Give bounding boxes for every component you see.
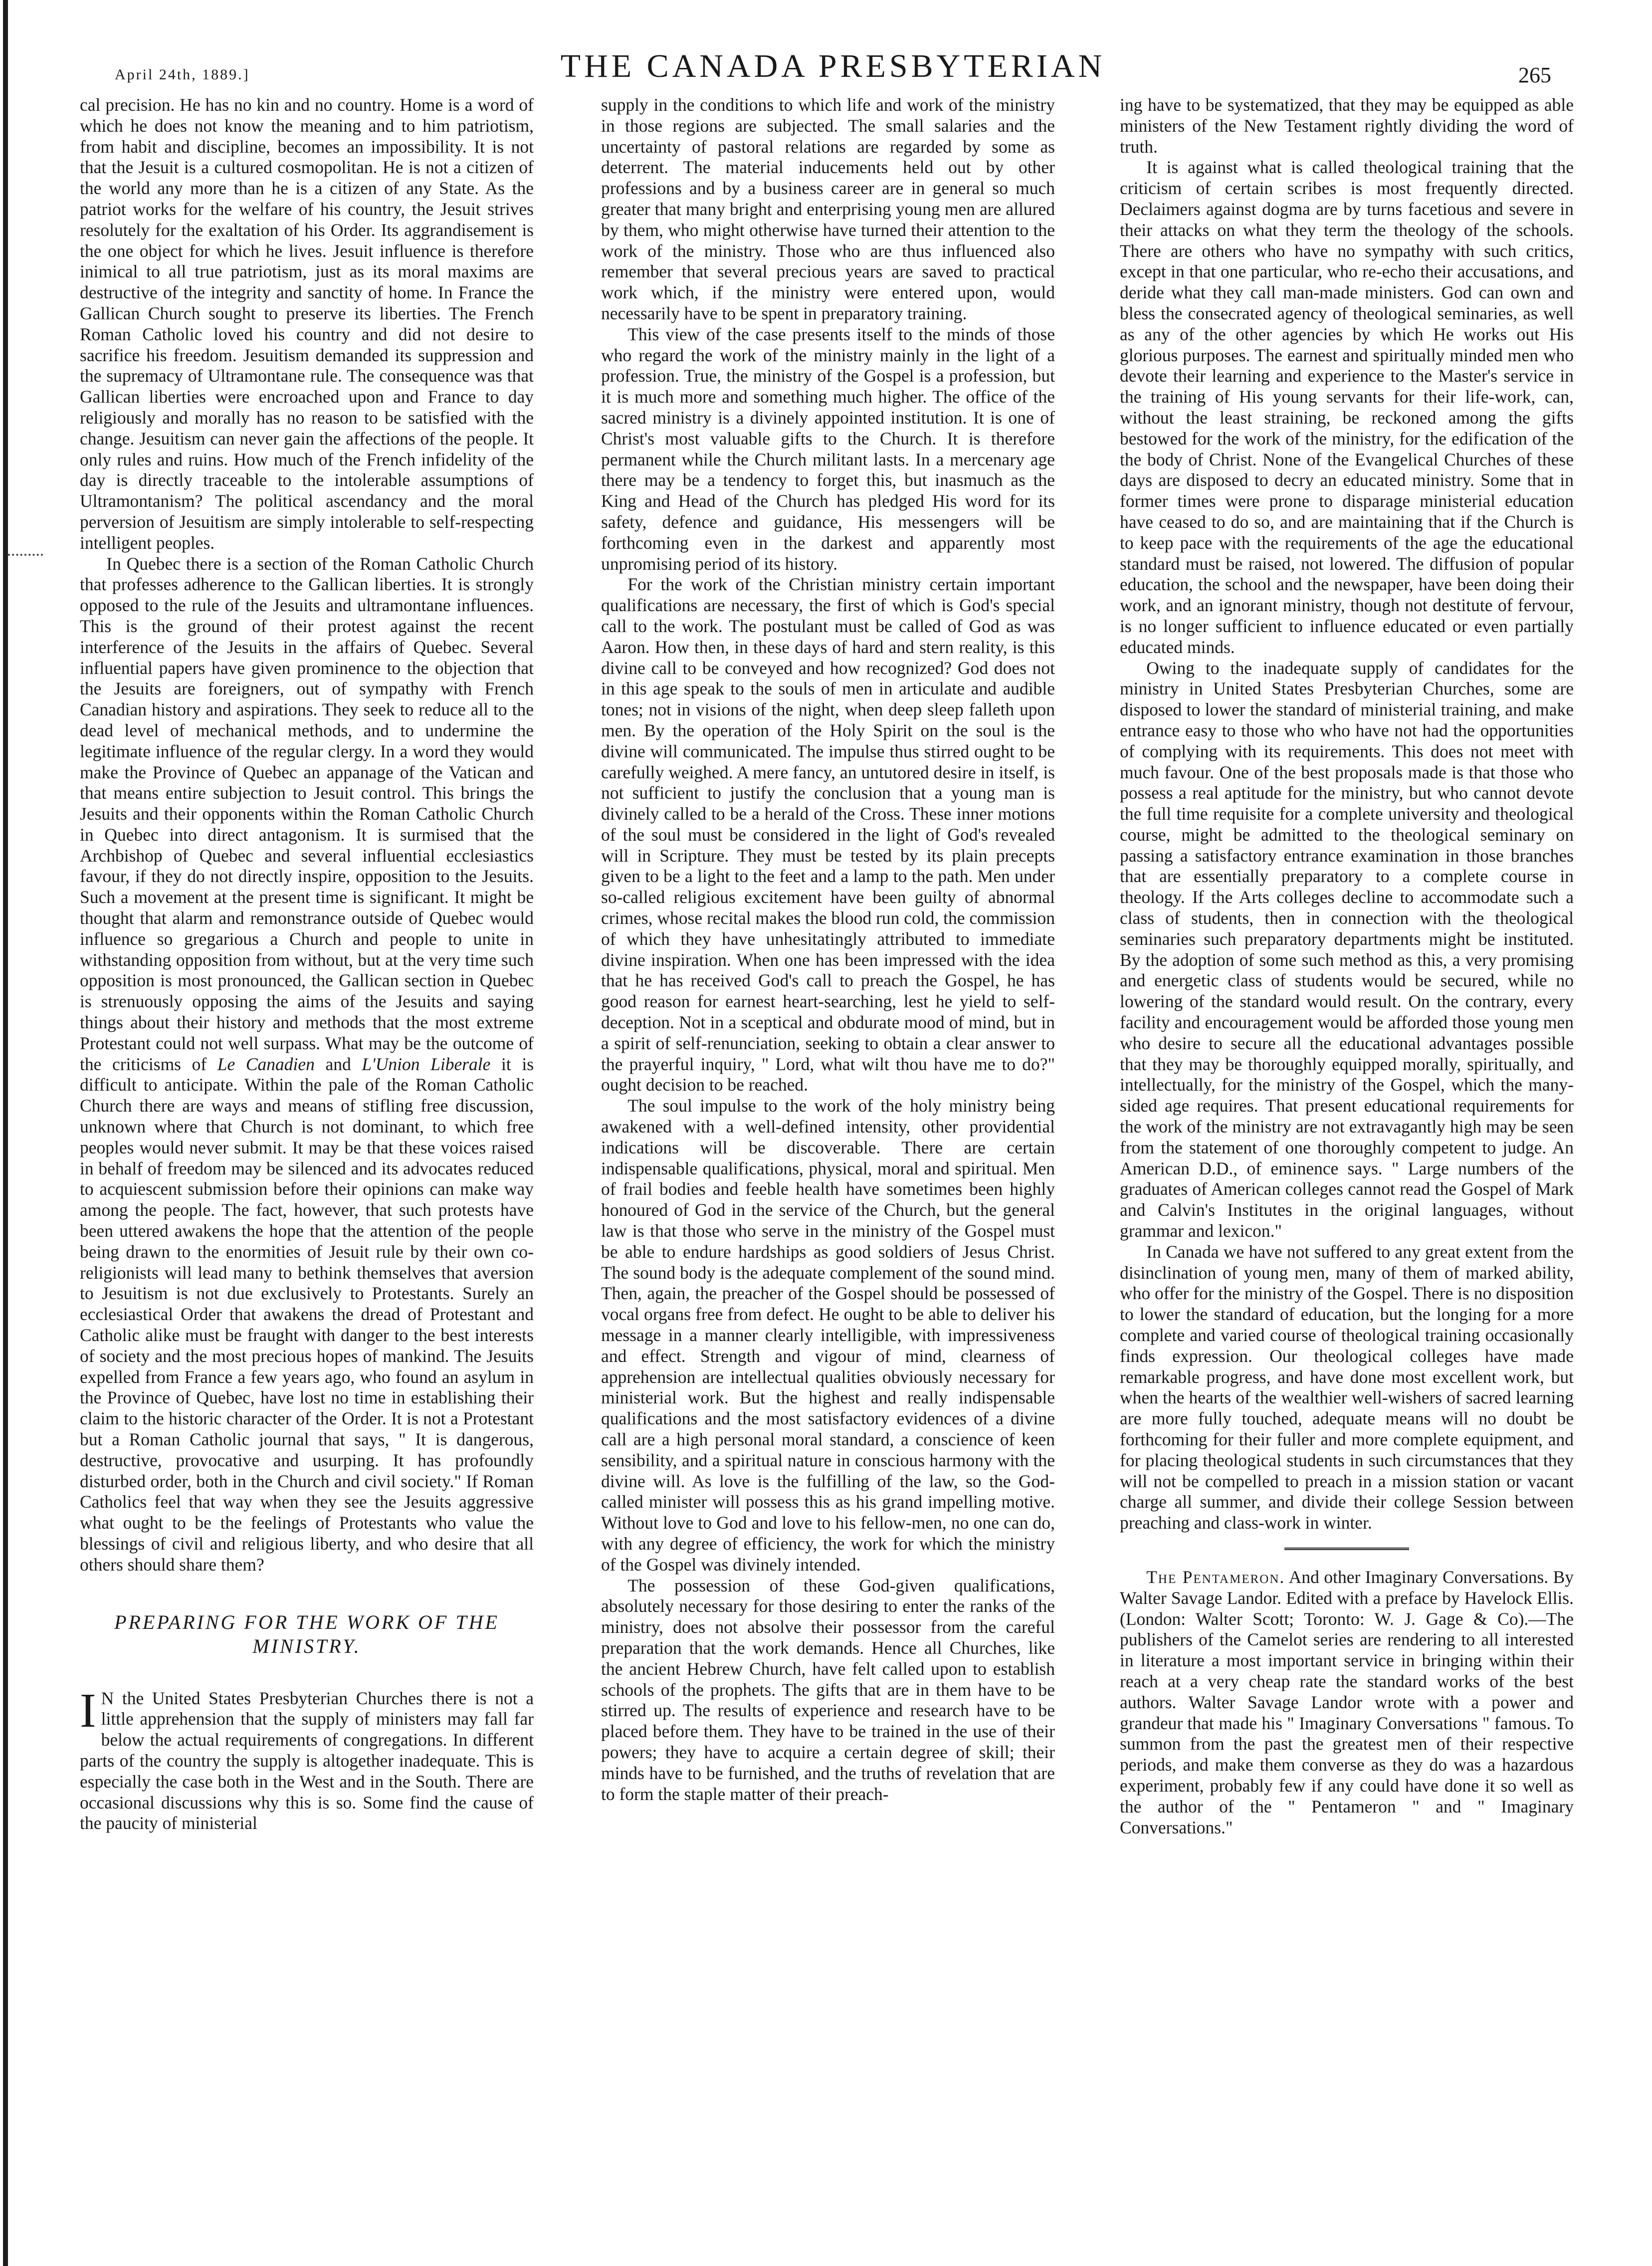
paragraph: ing have to be systematized, that they may be equipped as able ministers of the New Testament rightly dividing the word of truth. (1120, 95, 1574, 157)
column-2 (601, 95, 1055, 2245)
section-heading: PREPARING FOR THE WORK OF THE MINISTRY. (114, 1610, 499, 1657)
journal-name: L'Union Liberale (362, 1054, 491, 1074)
column-1 (80, 95, 534, 2245)
drop-cap: I (80, 1683, 96, 1738)
paragraph: The possession of these God-given qualifications, absolutely necessary for those desiring to enter the ranks of the ministry, does not absolve their possessor from the careful preparation that the work demands. Hence all Churches, like the ancient Hebrew Church, have felt called upon to establish schools of the prophets. The gifts that are in them have to be stirred up. The results of experience and research have to be placed before them. They have to be trained in the use of their powers; they have to acquire a certain degree of skill; their minds have to be furnished, and the truths of revelation that are to form the staple matter of their preach- (601, 1575, 1055, 1804)
paragraph: Owing to the inadequate supply of candidates for the ministry in United States Presbyterian Churches, some are disposed to lower the standard of ministerial training, and make entrance easy to those who who have not had the opportunities of complying with its requirements. This does not meet with much favour. One of the best proposals made is that those who possess a real aptitude for the ministry, but who cannot devote the full time requisite for a complete university and theological course, might be admitted to the theological seminary on passing a satisfactory entrance examination in those branches that are essentially preparatory to a complete course in theology. If the Arts colleges decline to accommodate such a class of students, then in connection with the theological seminaries such preparatory departments might be instituted. By the adoption of some such method as this, a very promising and energetic class of students would be secured, while no lowering of the standard would result. On the contrary, every facility and encouragement would be afforded those young men who desire to secure all the educational advantages possible that they may be thoroughly equipped morally, spiritually, and intellectually, for the ministry of the Gospel, which the many-sided age requires. That present educational requirements for the work of the ministry are not extravagantly high may be seen from the statement of one thoroughly competent to judge. An American D.D., of eminence says. " Large numbers of the graduates of American colleges cannot read the Gospel of Mark and Calvin's Institutes in the original languages, without grammar and lexicon." (1120, 658, 1574, 1241)
review-title: The Pentameron. (1146, 1567, 1285, 1587)
opening-paragraph (80, 1683, 534, 1834)
review-text: And other Imaginary Conversations. By Walter Savage Landor. Edited with a preface by Havelock Ellis. (London: Walter Scott; Toronto: W. J. Gage & Co).—The publishers of the Camelot series are rendering to all interested in literature a most important service in bringing within their reach at a very cheap rate the standard works of the best authors. Walter Savage Landor wrote with a power and grandeur that made his " Imaginary Conversations " famous. To summon from the past the greatest men of their respective periods, and make them converse as they do was a hazardous experiment, probably few if any could have done it so well as the author of the " Pentameron " and " Imaginary Conversations." (1120, 1567, 1574, 1837)
running-head (115, 47, 1551, 102)
paragraph: supply in the conditions to which life and work of the ministry in those regions are subjected. The small salaries and the uncertainty of pastoral relations are regarded by some as deterrent. The material inducements held out by other professions and by a business career are in general so much greater that many bright and enterprising young men are allured by them, who might otherwise have turned their attention to the work of the ministry. Those who are thus influenced also remember that several precious years are saved to practical work which, if the ministry were entered upon, would necessarily have to be spent in preparatory training. (601, 95, 1055, 323)
masthead-title: THE CANADA PRESBYTERIAN (560, 48, 1106, 84)
page-number: 265 (1518, 63, 1551, 87)
paragraph: This view of the case presents itself to the minds of those who regard the work of the ministry mainly in the light of a profession. True, the ministry of the Gospel is a profession, but it is much more and something much higher. The office of the sacred ministry is a divinely appointed institution. It is one of Christ's most valuable gifts to the Church. It is therefore permanent while the Church militant lasts. In a mercenary age there may be a tendency to forget this, but inasmuch as the King and Head of the Church has pledged His word for its safety, defence and guidance, His messengers will be forthcoming even in the darkest and apparently most unpromising period of its history. (601, 324, 1055, 574)
book-review (1120, 1567, 1574, 1838)
column-3 (1120, 95, 1574, 2245)
paragraph (80, 554, 534, 1576)
paragraph: It is against what is called theological training that the criticism of certain scribes is most frequently directed. Declaimers against dogma are by turns facetious and severe in their attacks on what they term the theology of the schools. There are others who have no sympathy with such critics, except in that one particular, who re-echo their accusations, and deride what they call man-made ministers. God can own and bless the consecrated agency of theological seminaries, as well as any of the other agencies by which He works out His glorious purposes. The earnest and spiritually minded men who devote their learning and experience to the Master's service in the training of His young servants for their life-work, can, without the least straining, be reckoned among the gifts bestowed for the work of the ministry, for the edification of the the body of Christ. None of the Evangelical Churches of these days are disposed to decry an educated ministry. Some that in former times were prone to disparage ministerial education have ceased to do so, and are maintaining that if the Church is to keep pace with the requirements of the age the educational standard must be raised, not lowered. The diffusion of popular education, the school and the newspaper, have been doing their work, and an ignorant ministry, though not destitute of fervour, is no longer sufficient to influence educated or even partially educated minds. (1120, 157, 1574, 657)
margin-mark (8, 554, 43, 556)
paragraph-text: it is difficult to anticipate. Within the pale of the Roman Catholic Church there are ways and means of stifling free discussion, unknown where that Church is not dominant, to which free peoples would never submit. It may be that these voices raised in behalf of freedom may be silenced and its advocates reduced to acquiescent submission before their opinions can make way among the people. The fact, however, that such protests have been uttered awakens the hope that the attention of the people being drawn to the enormities of Jesuit rule by their own co-religionists will lead many to bethink themselves that aversion to Jesuitism is not due exclusively to Protestants. Surely an ecclesiastical Order that awakens the dread of Protestant and Catholic alike must be fraught with danger to the best interests of society and the most precious hopes of mankind. The Jesuits expelled from France a few years ago, who found an asylum in the Province of Quebec, have lost no time in establishing their claim to the historic character of the Order. It is not a Protestant but a Roman Catholic journal that says, " It is dangerous, destructive, provocative and usurping. It has profoundly disturbed order, both in the Church and civil society." If Roman Catholics feel that way when they see the Jesuits aggressive what ought to be the feelings of Protestants who value the blessings of civil and religious liberty, and who desire that all others should share them? (80, 1054, 534, 1575)
conjunction: and (325, 1054, 351, 1074)
paragraph: The soul impulse to the work of the holy ministry being awakened with a well-defined intensity, other providential indications will be discoverable. There are certain indispensable qualifications, physical, moral and spiritual. Men of frail bodies and feeble health have sometimes been highly honoured of God in the service of the Church, but the general law is that those who serve in the ministry of the Gospel must be able to endure hardships as good soldiers of Jesus Christ. The sound body is the adequate complement of the sound mind. Then, again, the preacher of the Gospel should be possessed of vocal organs free from defect. He ought to be able to deliver his message in a manner clearly intelligible, with impressiveness and effect. Strength and vigour of mind, clearness of apprehension are intellectual qualities obviously necessary for ministerial work. But the highest and really indispensable qualifications and the most satisfactory evidences of a divine call are a high personal moral standard, a conscience of keen sensibility, and a spiritual nature in conscious harmony with the divine will. As love is the fulfilling of the law, so the God-called minister will possess this as his grand impelling motive. Without love to God and love to his fellow-men, no one can do, with any degree of efficiency, the work for which the ministry of the Gospel was divinely intended. (601, 1096, 1055, 1575)
journal-name: Le Canadien (217, 1054, 315, 1074)
paragraph-text: In Quebec there is a section of the Roman Catholic Church that professes adherence to the Gallican liberties. It is strongly opposed to the rule of the Jesuits and ultramontane influences. This is the ground of their protest against the recent interference of the Jesuits in the affairs of Quebec. Several influential papers have given prominence to the objection that the Jesuits are foreigners, out of sympathy with French Canadian history and aspirations. They seek to reduce all to the dead level of mechanical methods, and to undermine the legitimate influence of the regular clergy. In a word they would make the Province of Quebec an appanage of the Vatican and that means entire subjection to Jesuit control. This brings the Jesuits and their opponents within the Roman Catholic Church in Quebec into direct antagonism. It is surmised that the Archbishop of Quebec and several influential ecclesiastics favour, if they do not directly inspire, opposition to the Jesuits. Such a movement at the present time is significant. It might be thought that alarm and remonstrance outside of Quebec would influence so gregarious a Church and people to unite in withstanding opposition from without, but at the very time such opposition is most pronounced, the Gallican section in Quebec is strenuously opposing the aims of the Jesuits and saying things about their history and methods that the most extreme Protestant could not well surpass. What may be the outcome of the criticisms of (80, 553, 534, 1074)
paragraph: For the work of the Christian ministry certain important qualifications are necessary, the first of which is God's special call to the work. The postulant must be called of God as was Aaron. How then, in these days of hard and stern reality, is this divine call to be conveyed and how recognized? God does not in this age speak to the souls of men in articulate and audible tones; not in visions of the night, when deep sleep falleth upon men. By the operation of the Holy Spirit on the soul is the divine will communicated. The impulse thus stirred ought to be carefully weighed. A mere fancy, an untutored desire in itself, is not sufficient to justify the conclusion that a young man is divinely called to be a herald of the Cross. These inner motions of the soul must be considered in the light of God's revealed will in Scripture. They must be tested by its plain precepts given to be a light to the feet and a lamp to the path. Men under so-called religious excitement have been guilty of abnormal crimes, whose recital makes the blood run cold, the commission of which they have unhesitatingly attributed to immediate divine inspiration. When one has been impressed with the idea that he has received God's call to preach the Gospel, he has good reason for earnest heart-searching, lest he yield to self-deception. Not in a sceptical and obdurate mood of mind, but in a spirit of self-renunciation, seeking to obtain a clear answer to the prayerful inquiry, " Lord, what wilt thou have me to do?" ought decision to be reached. (601, 574, 1055, 1095)
section-divider (1284, 1548, 1409, 1550)
page-edge-rule (3, 0, 8, 2266)
paragraph: In Canada we have not suffered to any great extent from the disinclination of young men, many of them of marked ability, who offer for the ministry of the Gospel. There is no disposition to lower the standard of education, but the longing for a more complete and varied course of theological training occasionally finds expression. Our theological colleges have made remarkable progress, and have done most excellent work, but when the hearts of the wealthier well-wishers of sacred learning are more fully touched, adequate means will no doubt be forthcoming for their fuller and more complete equipment, and for placing theological students in such circumstances that they will not be compelled to preach in a mission station or vacant charge all summer, and divide their college Session between preaching and class-work in winter. (1120, 1241, 1574, 1533)
paragraph-text: N the United States Presbyterian Churches there is not a little apprehension that the supply of ministers may fall far below the actual requirements of congregations. In different parts of the country the supply is altogether inadequate. This is especially the case both in the West and in the South. There are occasional discussions why this is so. Some find the cause of the paucity of ministerial (80, 1688, 534, 1833)
issue-date: April 24th, 1889.] (115, 66, 250, 83)
paragraph: cal precision. He has no kin and no country. Home is a word of which he does not know the meaning and to him patriotism, from habit and discipline, becomes an impossibility. It is not that the Jesuit is a cultured cosmopolitan. He is not a citizen of the world any more than he is a citizen of any State. As the patriot works for the welfare of his country, the Jesuit strives resolutely for the exaltation of his Order. Its aggrandisement is the one object for which he lives. Jesuit influence is therefore inimical to all true patriotism, just as its moral maxims are destructive of the integrity and sanctity of home. In France the Gallican Church sought to preserve its liberties. The French Roman Catholic loved his country and did not desire to sacrifice his freedom. Jesuitism demanded its suppression and the supremacy of Ultramontane rule. The consequence was that Gallican liberties were encroached upon and France to day religiously and morally has no reason to be satisfied with the change. Jesuitism can never gain the affections of the people. It only rules and ruins. How much of the French infidelity of the day is directly traceable to the intolerable assumptions of Ultramontanism? The political ascendancy and the moral perversion of Jesuitism are simply intolerable to self-respecting intelligent peoples. (80, 95, 534, 553)
